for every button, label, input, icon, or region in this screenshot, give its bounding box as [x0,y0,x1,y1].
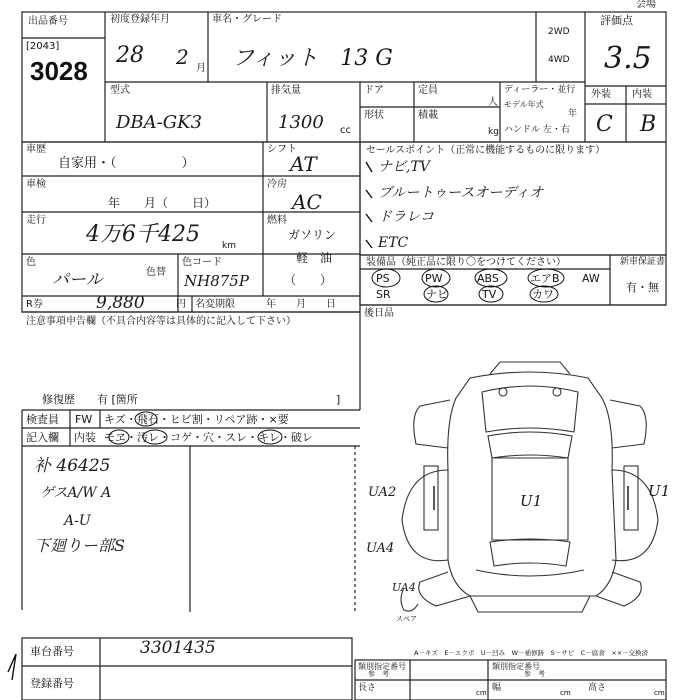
model-label: 型式 [110,85,130,96]
interior-label: 内装 [632,89,652,100]
fuel-gasoline: ガソリン [288,228,337,242]
equip-pw: PW [425,272,443,285]
length-unit: cm [476,689,487,697]
equip-ps: PS [376,272,390,285]
inspector-fw: FW [75,413,93,426]
inspector-note-1: 补 46425 [34,456,111,476]
km-unit: km [222,241,236,251]
color-label: 色 [26,257,36,268]
spare-label: スペア [396,615,417,623]
damage-mark-roof: U1 [520,492,543,510]
lot-code: [2043] [26,41,60,52]
exterior-label: 外装 [591,89,611,100]
width-label: 幅 [492,683,502,693]
fuel-label: 燃料 [267,215,287,226]
car-name: フィット 13 G [232,46,393,71]
inspector-note-4: 下廻りー部S [34,536,125,555]
inspector-note-2: ゲスA/W A [40,485,112,501]
displacement-label: 排気量 [271,85,301,96]
month-unit: 月 [196,63,206,74]
score-value: 3.5 [604,41,652,76]
equip-sr: SR [376,288,391,301]
repair-close: ] [336,393,341,406]
shape-label: 形状 [364,110,384,121]
damage-mark-left-rear: UA4 [366,541,395,556]
first-reg-year: 28 [116,43,144,68]
inspector-label-1: 検査員 [26,413,59,426]
sales-points-title: セールスポイント（正常に機能するものに限ります） [366,145,606,156]
yen-unit: 円 [176,299,186,310]
inspector-note-3: A-U [64,513,91,529]
name-label: 車名・グレード [212,14,282,25]
equip-navi: ナビ [426,288,448,301]
inspection-label: 車検 [26,179,46,190]
color-value: パール [52,270,103,290]
warranty-value: 有・無 [626,281,659,294]
lot-label: 出品番号 [28,16,68,27]
load-label: 積載 [418,110,438,121]
cert-label-2: 類別指定番号 [492,662,540,671]
damage-legend: A－キズ E－エクボ U－凹み W－補修跡 S－サビ C－腐食 ××－交換済 [414,649,649,657]
chassis-value: 3301435 [140,638,216,658]
repair-label: 修復歴 有 [箇所 [42,393,138,406]
sales-point-4: ETC [378,235,409,251]
category-value: 自家用・（ ） [58,156,195,171]
width-unit: cm [560,689,571,697]
chassis-label: 車台番号 [30,645,74,658]
recycle-value: 9,880 [96,293,145,313]
mileage-label: 走行 [26,215,46,226]
meigi-value: 年 月 日 [266,299,336,310]
venue-label: 会場 [636,0,656,10]
sales-point-3: ドラレコ [378,209,434,225]
fuel-light-oil: 軽 油 [296,251,333,265]
equip-abs: ABS [477,272,499,285]
equipment-title: 装備品（純正品に限り〇をつけてください） [366,257,566,268]
fuel-other: （ ） [284,273,333,287]
shift-value: AT [290,152,317,176]
score-label: 評価点 [600,14,633,27]
warranty-label: 新車保証書 [620,257,666,267]
cert-sub-2: 参 考 [524,670,545,678]
inspection-value: 年 月（ 日） [108,196,217,210]
category-label: 車歴 [26,144,46,155]
cert-sub: 参 考 [368,670,389,678]
reg-label: 登録番号 [30,677,74,690]
sales-point-2: ブルートゥースオーディオ [378,185,544,201]
inspector-row2: モヱ・汚レ・コゲ・穴・スレ・キレ・破レ [104,431,313,444]
damage-mark-right-door: U1 [648,482,671,500]
inspector-row1: キズ・飛石・ヒビ割・リペア跡・×要 [104,413,289,426]
exterior-grade: C [596,112,613,137]
first-reg-month: 2 [176,45,189,69]
length-label: 長さ [358,683,377,693]
color-code-label: 色コード [182,257,222,268]
height-label: 高さ [588,683,607,693]
model-value: DBA-GK3 [116,112,203,133]
cert-label: 類別指定番号 [358,662,406,671]
equip-airbag: エアB [530,272,560,285]
load-unit: kg [488,127,499,137]
doors-label: ドア [364,85,384,96]
meigi-label: 名変期限 [195,299,235,310]
mileage-value: 4万6千425 [86,222,200,247]
equip-tv: TV [482,288,497,301]
color-change-label: 色替 [146,267,166,278]
lot-number: 3028 [30,56,88,86]
equip-leather: カワ [532,288,554,301]
after-label: 後日品 [364,308,394,319]
equip-aw: AW [582,272,600,285]
dealer-label: ディーラー・並行 [504,85,576,95]
inspector-interior: 内装 [74,431,96,444]
inspector-label-2: 記入欄 [26,431,59,444]
car-diagram [401,362,658,612]
color-code-value: NH875P [184,272,249,290]
damage-mark-left-door: UA2 [368,485,397,500]
capacity-unit: 人 [488,97,498,108]
handle-label: ハンドル 左・右 [504,125,570,135]
drive-4wd: 4WD [548,55,570,65]
ac-value: AC [292,190,322,214]
damage-mark-spare: UA4 [392,581,416,594]
interior-grade: B [640,112,657,137]
recycle-label: R券 [26,299,43,310]
model-year-label: モデル年式 [504,100,544,109]
capacity-label: 定員 [418,85,438,96]
first-reg-label: 初度登録年月 [110,14,170,25]
shift-label: シフト [267,144,297,155]
drive-2wd: 2WD [548,27,570,37]
sales-point-1: ナビ,TV [378,159,430,175]
height-unit: cm [654,689,665,697]
cc-unit: cc [340,125,351,136]
notes-title: 注意事項申告欄（不具合内容等は具体的に記入して下さい） [26,316,296,327]
year-unit: 年 [568,109,578,119]
ac-label: 冷房 [267,179,287,190]
displacement-value: 1300 [278,112,324,133]
